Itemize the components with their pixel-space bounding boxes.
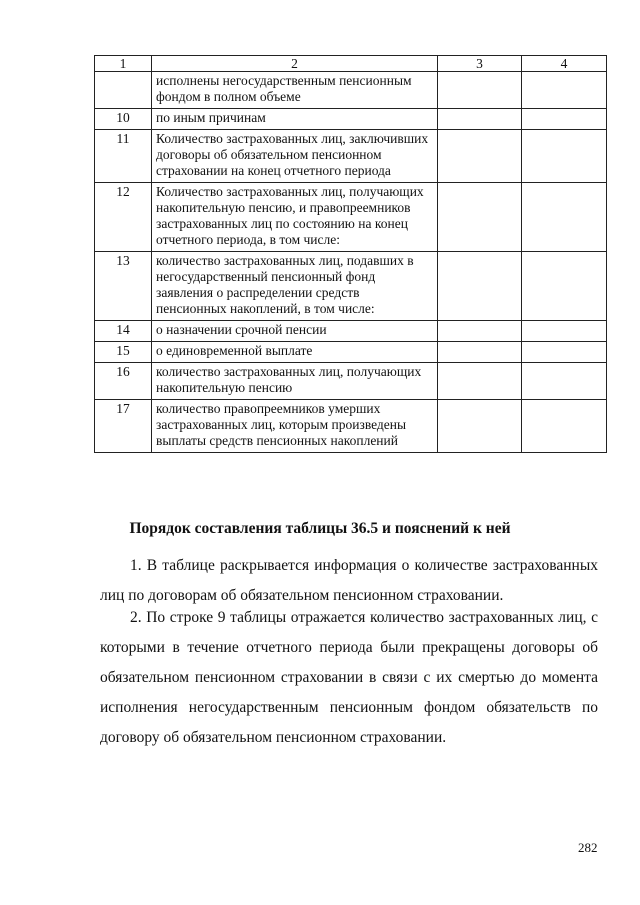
row-number: 13 (95, 252, 152, 321)
table-row (95, 321, 607, 342)
value-cell-3 (438, 342, 522, 363)
value-cell-4 (522, 342, 607, 363)
column-header-2: 2 (152, 56, 438, 72)
row-description: количество правопреемников умерших застрахованных лиц, которым произведены выплаты средств пенсионных накоплений (152, 400, 438, 453)
row-description: по иным причинам (152, 109, 438, 130)
table-row (95, 342, 607, 363)
page-number: 282 (578, 840, 598, 855)
row-number: 12 (95, 183, 152, 252)
table-row (95, 72, 607, 109)
row-description: о единовременной выплате (152, 342, 438, 363)
table-row (95, 400, 607, 453)
value-cell-4 (522, 321, 607, 342)
row-description: количество застрахованных лиц, подавших в негосударственный пенсионный фонд заявления о распределении средств пенсионных накоплений, в том числе: (152, 252, 438, 321)
value-cell-3 (438, 183, 522, 252)
value-cell-4 (522, 252, 607, 321)
table-row (95, 363, 607, 400)
value-cell-3 (438, 130, 522, 183)
row-description: исполнены негосударственным пенсионным фондом в полном объеме (152, 72, 438, 109)
section-heading: Порядок составления таблицы 36.5 и пояснений к ней (129, 520, 511, 537)
value-cell-3 (438, 363, 522, 400)
value-cell-3 (438, 72, 522, 109)
value-cell-3 (438, 400, 522, 453)
row-description: Количество застрахованных лиц, заключивших договоры об обязательном пенсионном страховании на конец отчетного периода (152, 130, 438, 183)
row-number (95, 72, 152, 109)
value-cell-3 (438, 109, 522, 130)
row-number: 14 (95, 321, 152, 342)
column-header-4: 4 (522, 56, 607, 72)
value-cell-4 (522, 400, 607, 453)
row-description: о назначении срочной пенсии (152, 321, 438, 342)
row-number: 16 (95, 363, 152, 400)
data-table (94, 55, 607, 453)
row-description: количество застрахованных лиц, получающих накопительную пенсию (152, 363, 438, 400)
column-header-3: 3 (438, 56, 522, 72)
row-number: 11 (95, 130, 152, 183)
value-cell-4 (522, 363, 607, 400)
table-header-row (95, 56, 607, 72)
table-row (95, 130, 607, 183)
value-cell-3 (438, 321, 522, 342)
column-header-1: 1 (95, 56, 152, 72)
table-row (95, 109, 607, 130)
value-cell-4 (522, 130, 607, 183)
paragraph-1: 1. В таблице раскрывается информация о количестве застрахованных лиц по договорам об обязательном пенсионном страховании. (100, 557, 598, 604)
value-cell-4 (522, 72, 607, 109)
table-row (95, 252, 607, 321)
value-cell-3 (438, 252, 522, 321)
row-number: 17 (95, 400, 152, 453)
row-number: 10 (95, 109, 152, 130)
value-cell-4 (522, 109, 607, 130)
table-row (95, 183, 607, 252)
row-description: Количество застрахованных лиц, получающих накопительную пенсию, и правопреемников застрахованных лиц по состоянию на конец отчетного периода, в том числе: (152, 183, 438, 252)
paragraph-2: 2. По строке 9 таблицы отражается количество застрахованных лиц, с которыми в течение отчетного периода были прекращены договоры об обязательном пенсионном страховании в связи с их смертью до момента исполнения негосударственным пенсионным фондом обязательств по договору об обязательном пенсионном страховании. (100, 609, 598, 746)
value-cell-4 (522, 183, 607, 252)
row-number: 15 (95, 342, 152, 363)
